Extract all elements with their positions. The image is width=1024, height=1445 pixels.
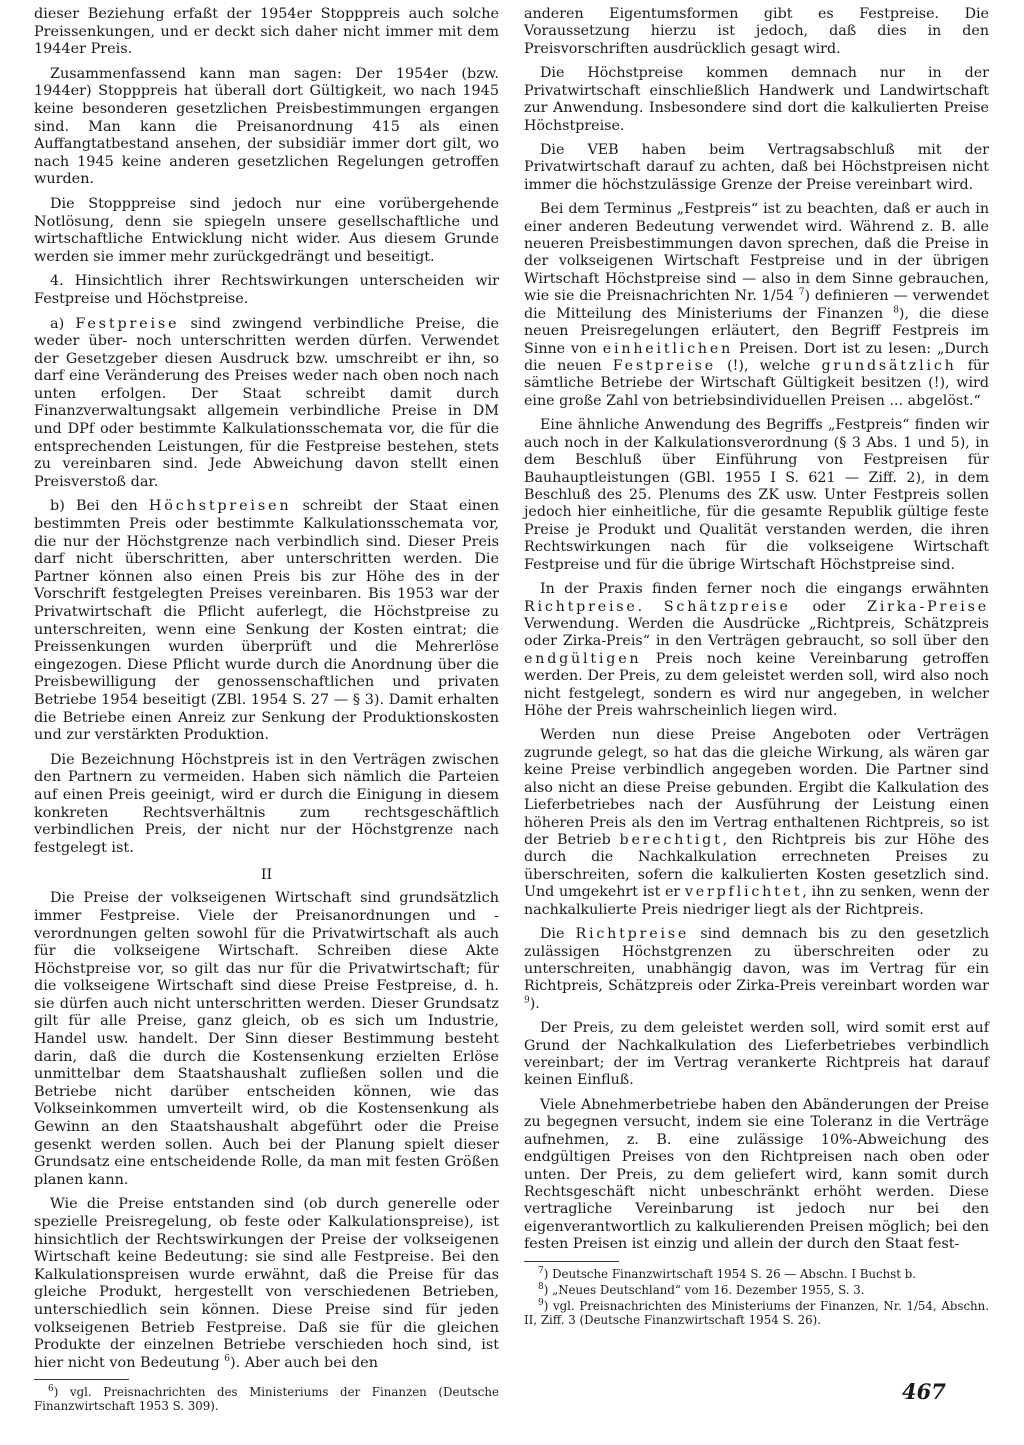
text: a)	[50, 315, 76, 332]
page-number: 467	[902, 1379, 946, 1404]
footnote-text: ) Deutsche Finanzwirtschaft 1954 S. 26 — Abschn. I Buchst b.	[543, 1266, 917, 1281]
paragraph: Eine ähnliche Anwendung des Begriffs „Festpreis“ finden wir auch noch in der Kalkulationsverordnung (§ 3 Abs. 1 und 5), in dem Beschluß über Einführung von Festpreisen für Bauhauptleistungen (GBl. 1955 I S. 621 — Ziff. 2), in dem Beschluß des 25. Plenums des ZK usw. Unter Festpreis sollen jedoch hier einheitliche, für die gesamte Republik gültige feste Preise je Produkt und Qualität verstanden werden, die ihren Rechtswirkungen nach für die volkseigene Wirtschaft Festpreise und für die übrige Wirtschaft Höchstpreise sind.	[524, 417, 989, 573]
text: Werden nun diese Preise Angeboten oder Verträgen zugrunde gelegt, so hat das die gleiche Wirkung, als wären gar keine Preise verbindlich angegeben worden. Die Partner sind also nicht an diese Preise gebunden. Ergibt die Kalkulation des Lieferbetriebes nach der Ausführung der Leistung einen höheren Preis als den im Vertrag enthaltenen Richtpreis, so ist der Betrieb	[524, 727, 989, 848]
text: .	[637, 598, 664, 615]
footnote-ref: 7	[798, 287, 805, 298]
paragraph-richtpreise	[524, 581, 989, 720]
text: sind demnach bis zu den gesetzlich zulässigen Höchstgrenzen zu überschreiten oder zu unterschreiten, unabhängig davon, was im Vertrag für ein Richtpreis, Schätzpreis oder Zirka-Preis vereinbart worden war	[524, 926, 989, 995]
footnote-7	[524, 1267, 989, 1281]
text: Die	[540, 926, 576, 943]
spaced-term: Festpreise	[75, 315, 180, 332]
spaced-term: verpflichtet	[684, 884, 803, 901]
spaced-term: Höchstpreisen	[148, 498, 292, 515]
text: Wie die Preise entstanden sind (ob durch generelle oder spezielle Preisregelung, ob feste oder Kalkulationspreise), ist hinsichtlich der Rechtswirkungen der Preise der volkseigenen Wirtschaft keine Bedeutung: sie sind alle Festpreise. Bei den Kalkulationspreisen wurde erwähnt, daß die Preise für das gleiche Produkt, hergestellt von verschiedenen Betrieben, unterschiedlich sein können. Diese Preise sind für jeden volkseigenen Betrieb Festpreise. Daß sie für die gleichen Produkte der einzelnen Betriebe verschieden hoch sind, ist hier nicht von Bedeutung	[34, 1196, 499, 1371]
text: ), die diese neuen Preisregelungen erläutert, den Begriff Festpreis im Sinne von	[524, 305, 990, 357]
text: , den Richtpreis bis zur Höhe des durch die Nachkalkulation errechneten Preises zu überschreiten, sofern die kalkulierten Kosten gesetzlich sind. Und umgekehrt ist er	[524, 831, 990, 901]
paragraph-festpreis-terminus	[524, 201, 989, 410]
paragraph: Zusammenfassend kann man sagen: Der 1954er (bzw. 1944er) Stopppreis hat überall dort Gültigkeit, wo nach 1945 keine besonderen gesetzlichen Preisbestimmungen ergangen sind. Man kann die Preisanordnung 415 als einen Auffangtatbestand ansehen, der subsidiär immer dort gilt, wo nach 1945 keine anderen gesetzlichen Regelungen getroffen wurden.	[34, 65, 499, 188]
footnote-mark: 6	[48, 1384, 54, 1395]
footnote-9	[524, 1299, 989, 1327]
paragraph-festpreise	[34, 316, 499, 492]
footnote-ref: 8	[893, 305, 899, 315]
text: Bei dem Terminus „Festpreis“ ist zu beachten, daß er auch in einer anderen Bedeutung verwendet wird. Während z. B. alle neueren Preisbestimmungen davon sprechen, daß die Preise in der volkseigenen Wirtschaft Festpreise und in der übrigen Wirtschaft Höchstpreise sind — also in dem Sinne gebrauchen, wie sie die Preisnachrichten Nr. 1/54	[524, 201, 989, 305]
text: Preisen. Dort ist zu lesen: „Durch die neuen	[524, 340, 989, 375]
paragraph	[34, 1196, 499, 1372]
paragraph: dieser Beziehung erfaßt der 1954er Stopppreis auch solche Preissenkungen, und er deckt sich daher nicht immer mit dem 1944er Preis.	[34, 6, 499, 58]
footnote-text: ) vgl. Preisnachrichten des Ministeriums der Finanzen (Deutsche Finanzwirtschaft 1953 S. 309).	[34, 1385, 499, 1414]
paragraph: Die Höchstpreise kommen demnach nur in der Privatwirtschaft einschließlich Handwerk und Landwirtschaft zur Anwendung. Insbesondere sind dort die kalkulierten Preise Höchstpreise.	[524, 65, 989, 134]
section-heading: II	[260, 867, 273, 884]
footnote-text: ) „Neues Deutschland“ vom 16. Dezember 1955, S. 3.	[543, 1282, 865, 1297]
paragraph: Die Preise der volkseigenen Wirtschaft sind grundsätzlich immer Festpreise. Viele der Preisanordnungen und -verordnungen gelten sowohl für die Privatwirtschaft als auch für die volkseigene Wirtschaft. Schreiben diese Akte Höchstpreise vor, so gilt das nur für die Privatwirtschaft; für die volkseigene Wirtschaft sind diese Preise Festpreise, d. h. sie dürfen auch nicht unterschritten werden. Dieser Grundsatz gilt für alle Preise, ganz gleich, ob es sich um Industrie, Handel usw. handelt. Der Sinn dieser Bestimmung besteht darin, daß die durch die Kostensenkung erzielten Erlöse unmittelbar dem Staatshaushalt zufließen sollen und die Betriebe nicht darüber entscheiden können, wie das Volkseinkommen umverteilt wird, ob die Kostensenkung als Gewinn an den Staatshaushalt abgeführt oder die Preise gesenkt werden sollen. Auch bei der Planung spielt dieser Grundsatz eine entscheidende Rolle, da man mit festen Größen planen kann.	[34, 890, 499, 1188]
text: für sämtliche Betriebe der Wirtschaft Gültigkeit besitzen (!), wird eine große Zahl von betriebsindividuellen Preisen ... abgelöst.“	[524, 358, 989, 409]
paragraph: 4. Hinsichtlich ihrer Rechtswirkungen unterscheiden wir Festpreise und Höchstpreise.	[34, 273, 499, 307]
footnote-mark: 7	[538, 1265, 544, 1276]
text: oder	[790, 598, 868, 615]
paragraph: Die VEB haben beim Vertragsabschluß mit der Privatwirtschaft darauf zu achten, daß bei Höchstpreisen nicht immer die höchstzulässige Grenze der Preise vereinbart wird.	[524, 141, 989, 193]
right-column	[524, 6, 989, 1329]
text: (!), welche	[716, 358, 822, 375]
text: , ihn zu senken, wenn der nachkalkulierte Preis niedriger liegt als der Richtpreis.	[524, 884, 989, 918]
footnote-mark: 9	[538, 1297, 544, 1308]
spaced-term: berechtigt	[619, 831, 723, 848]
paragraph-hoechstpreise	[34, 498, 499, 744]
paragraph: Viele Abnehmerbetriebe haben den Abänderungen der Preise zu begegnen versucht, indem sie eine Toleranz in die Verträge aufnehmen, z. B. eine zulässige 10%-Abweichung des endgültigen Preises von den Richtpreisen nach oben oder unten. Der Preis, zu dem geliefert wird, kann somit durch Rechtsgeschäft nicht unbeschränkt erhöht werden. Diese vertragliche Vereinbarung ist jedoch nur bei den eigenverantwortlich zu kalkulierenden Preisen möglich; bei den festen Preisen ist einzig und allein der durch den Staat fest-	[524, 1096, 989, 1253]
text: ) definieren — verwendet die Mitteilung des Ministeriums der Finanzen	[524, 288, 990, 322]
paragraph	[524, 727, 989, 919]
footnote-ref: 6	[224, 1353, 230, 1364]
paragraph	[524, 926, 989, 1013]
spaced-term: Schätzpreise	[663, 598, 791, 615]
spaced-term: Festpreise	[612, 358, 716, 375]
footnote-8	[524, 1283, 989, 1297]
text: ). Aber auch bei den	[229, 1354, 378, 1371]
text: b) Bei den	[50, 498, 149, 515]
left-column	[34, 6, 499, 1415]
text: sind zwingend verbindliche Preise, die weder über- noch unterschritten werden dürfen. Verwendet der Gesetzgeber diesen Ausdruck bzw. umschreibt er ihn, so darf eine Veränderung des Preises weder nach oben noch nach unten erfolgen. Der Staat schreibt damit durch Finanzverwaltungsakt allgemein verbindliche Preise in DM und DPf oder bestimmte Kalkulationsschemata vor, die für die entsprechenden Leistungen, für die Festpreise bestehen, stets zu vereinbaren sind. Jede Abweichung davon stellt einen Preisverstoß dar.	[34, 315, 499, 490]
spaced-term: Richtpreise	[575, 926, 690, 943]
spaced-term: Zirka-Preise	[867, 598, 990, 615]
footnote-divider	[524, 1261, 619, 1262]
paragraph: Die Stopppreise sind jedoch nur eine vorübergehende Notlösung, denn sie spiegeln unsere gesellschaftliche und wirtschaftliche Entwicklung nicht wider. Aus diesem Grunde werden sie immer mehr zurückgedrängt und beseitigt.	[34, 195, 499, 265]
spaced-term: endgültigen	[524, 650, 642, 667]
spaced-term: einheitlichen	[602, 340, 734, 357]
text: Verwendung. Werden die Ausdrücke „Richtpreis, Schätzpreis oder Zirka-Preis“ in den Verträgen gebraucht, so soll über den	[524, 615, 989, 650]
paragraph: Der Preis, zu dem geleistet werden soll, wird somit erst auf Grund der Nachkalkulation des Lieferbetriebes verbindlich vereinbart; der im Vertrag verankerte Richtpreis hat darauf keinen Einfluß.	[524, 1020, 989, 1089]
text: Preis noch keine Vereinbarung getroffen werden. Der Preis, zu dem geleistet werden soll, wird also noch nicht festgelegt, sondern es wird nur angegeben, in welcher Höhe der Preis wahrscheinlich liegen wird.	[524, 650, 989, 720]
spaced-term: grundsätzlich	[821, 358, 957, 375]
text: schreibt der Staat einen bestimmten Preis oder bestimmte Kalkulationsschemata vor, die nur der Höchstgrenze nach verbindlich sind. Dieser Preis darf nicht überschritten, aber unterschritten werden. Die Partner können also einen Preis bis zur Höhe des in der Vorschrift festgelegten Preises vereinbaren. Bis 1953 war der Privatwirtschaft die Pflicht auferlegt, die Höchstpreise zu unterschreiten, wenn eine Senkung der Kosten eintrat; die Preissenkungen wurden überprüft und die Mehrerlöse eingezogen. Diese Pflicht wurde durch die Anordnung über die Preisbewilligung der genossenschaftlichen und privaten Betriebe 1954 beseitigt (ZBl. 1954 S. 27 — § 3). Damit erhalten die Betriebe einen Anreiz zur Senkung der Produktionskosten und zur verstärkten Produktion.	[34, 498, 499, 744]
paragraph: Die Bezeichnung Höchstpreis ist in den Verträgen zwischen den Partnern zu vermeiden. Haben sich nämlich die Parteien auf einen Preis geeinigt, wird er durch die Einigung in diesem konkreten Rechtsverhältnis zum rechtsgeschäftlich verbindlichen Preis, der nicht nur der Höchstgrenze nach festgelegt ist.	[34, 751, 499, 856]
footnote-divider	[34, 1379, 129, 1380]
paragraph: anderen Eigentumsformen gibt es Festpreise. Die Voraussetzung hierzu ist jedoch, daß dies in den Preisvorschriften ausdrücklich gesagt wird.	[524, 6, 989, 57]
text: In der Praxis finden ferner noch die eingangs erwähnten	[540, 581, 989, 598]
footnote-text: ) vgl. Preisnachrichten des Ministeriums der Finanzen, Nr. 1/54, Abschn. II, Ziff. 3 (Deutsche Finanzwirtschaft 1954 S. 26).	[524, 1298, 989, 1327]
footnote-6	[34, 1385, 499, 1413]
footnote-ref: 9	[524, 995, 530, 1006]
spaced-term: Richtpreise	[524, 598, 638, 615]
footnote-mark: 8	[538, 1281, 544, 1292]
text: ).	[529, 995, 540, 1012]
